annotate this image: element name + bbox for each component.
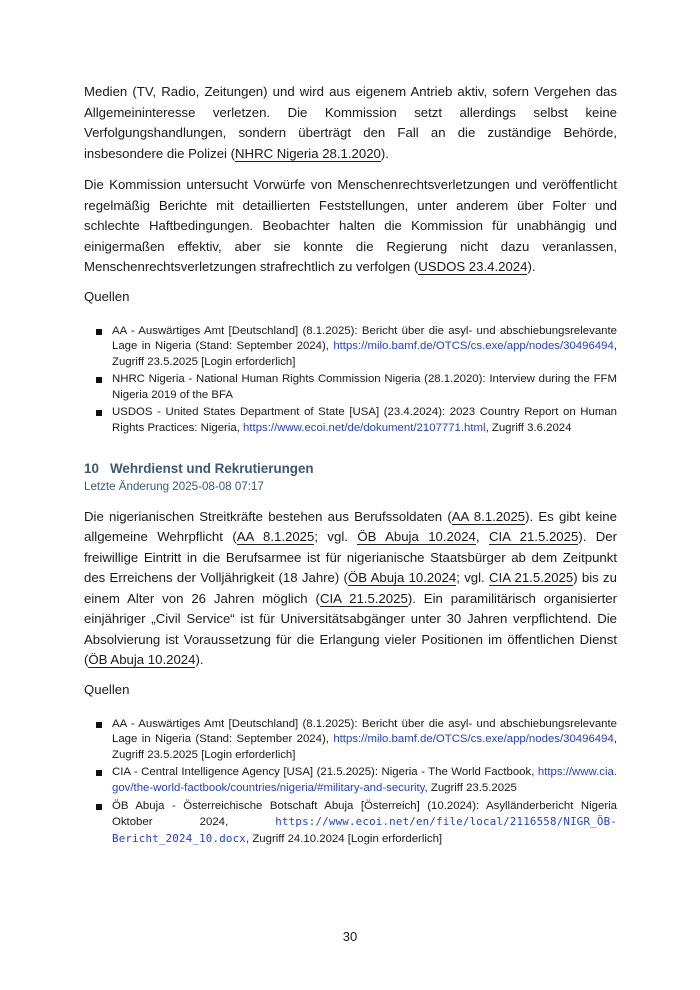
section-title: Wehrdienst und Rekrutierungen <box>110 460 314 476</box>
citation-link[interactable]: CIA 21.5.2025 <box>319 590 408 606</box>
sources-list <box>84 717 617 848</box>
bullet-square-icon <box>96 410 102 416</box>
citation-link[interactable]: USDOS 23.4.2024 <box>418 259 528 274</box>
citation-link[interactable]: ÖB Abuja 10.2024 <box>88 652 196 668</box>
citation-link[interactable]: AA 8.1.2025 <box>236 529 315 545</box>
source-item: AA - Auswärtiges Amt [Deutschland] (8.1.2025): Bericht über die asyl- und abschiebungsrelevante Lage in Nigeria (Stand: September 2024), https://milo.bamf.de/OTCS/cs.exe/app/nodes/30496494, Zugriff 23.5.2025 [Login erforderlich] <box>84 324 617 371</box>
source-url-link[interactable]: https://www.ecoi.net/de/dokument/2107771.html <box>243 422 486 435</box>
page-number: 30 <box>342 929 358 944</box>
bullet-square-icon <box>96 722 102 728</box>
source-url-link[interactable]: https://www.cia.gov/the-world-factbook/countries/nigeria/#military-and-security <box>112 766 617 795</box>
document-page <box>84 82 617 871</box>
citation-link[interactable]: ÖB Abuja 10.2024 <box>347 570 457 586</box>
bullet-square-icon <box>96 377 102 383</box>
source-url-link[interactable]: https://milo.bamf.de/OTCS/cs.exe/app/nodes/30496494 <box>333 733 614 746</box>
bullet-square-icon <box>96 329 102 335</box>
sources-heading: Quellen <box>84 288 130 304</box>
source-item: ÖB Abuja - Österreichische Botschaft Abuja [Österreich] (10.2024): Asylländerbericht Nigeria Oktober 2024, https://www.ecoi.net/en/file/local/2116558/NIGR_ÖB-Bericht_2024_10.docx, Zugriff 24.10.2024 [Login erforderlich] <box>84 799 617 848</box>
source-item: USDOS - United States Department of State [USA] (23.4.2024): 2023 Country Report on Human Rights Practices: Nigeria, https://www.ecoi.net/de/dokument/2107771.html, Zugriff 3.6.2024 <box>84 405 617 436</box>
paragraph-nhrc-procedure: Medien (TV, Radio, Zeitungen) und wird aus eigenem Antrieb aktiv, sofern Vergehen das Allgemeininteresse verletzen. Die Kommission setzt allerdings selbst keine Verfolgungshandlungen, sondern überträgt den Fall an die zuständige Behörde, insbesondere die Polizei (NHRC Nigeria 28.1.2020). <box>84 84 617 161</box>
citation-link[interactable]: CIA 21.5.2025 <box>489 570 574 586</box>
citation-link[interactable]: NHRC Nigeria 28.1.2020 <box>235 145 381 161</box>
citation-link[interactable]: AA 8.1.2025 <box>451 508 526 524</box>
sources-heading: Quellen <box>84 681 130 697</box>
paragraph-military-service: Die nigerianischen Streitkräfte bestehen aus Berufssoldaten (AA 8.1.2025). Es gibt keine allgemeine Wehrpflicht (AA 8.1.2025; vgl. ÖB Abuja 10.2024, CIA 21.5.2025). Der freiwillige Eintritt in die Berufsarmee ist für nigerianische Staatsbürger ab dem Zeitpunkt des Erreichens der Volljährigkeit (18 Jahre) (ÖB Abuja 10.2024; vgl. CIA 21.5.2025) bis zu einem Alter von 26 Jahren möglich (CIA 21.5.2025). Ein paramilitärisch organisierter einjähriger „Civil Service“ ist für Universitätsabgänger unter 30 Jahren verpflichtend. Die Absolvierung ist Voraussetzung für die Erlangung vieler Positionen im öffentlichen Dienst (ÖB Abuja 10.2024). <box>84 508 618 668</box>
sources-list <box>84 324 617 437</box>
bullet-square-icon <box>96 770 102 776</box>
section-number: 10 <box>84 460 99 476</box>
source-url-link[interactable]: https://milo.bamf.de/OTCS/cs.exe/app/nodes/30496494 <box>333 340 614 353</box>
source-item: AA - Auswärtiges Amt [Deutschland] (8.1.2025): Bericht über die asyl- und abschiebungsrelevante Lage in Nigeria (Stand: September 2024), https://milo.bamf.de/OTCS/cs.exe/app/nodes/30496494, Zugriff 23.5.2025 [Login erforderlich] <box>84 717 617 764</box>
bullet-square-icon <box>96 804 102 810</box>
citation-link[interactable]: CIA 21.5.2025 <box>488 529 579 545</box>
source-item: CIA - Central Intelligence Agency [USA] (21.5.2025): Nigeria - The World Factbook, https://www.cia.gov/the-world-factbook/countries/nigeria/#military-and-security, Zugriff 23.5.2025 <box>84 765 617 796</box>
source-url-link[interactable]: https://www.ecoi.net/en/file/local/2116558/NIGR_ÖB-Bericht_2024_10.docx <box>112 815 617 845</box>
paragraph-nhrc-reports: Die Kommission untersucht Vorwürfe von Menschenrechtsverletzungen und veröffentlicht regelmäßig Berichte mit detaillierten Feststellungen, unter anderem über Folter und schlechte Haftbedingungen. Beobachter halten die Kommission für unabhängig und einigermaßen effektiv, aber sie konnte die Regierung nicht dazu veranlassen, Menschenrechtsverletzungen strafrechtlich zu verfolgen (USDOS 23.4.2024). <box>84 177 617 274</box>
citation-link[interactable]: ÖB Abuja 10.2024 <box>357 529 476 545</box>
source-item: NHRC Nigeria - National Human Rights Commission Nigeria (28.1.2020): Interview during the FFM Nigeria 2019 of the BFA <box>84 372 617 403</box>
section-heading <box>84 461 617 476</box>
last-modified-date: Letzte Änderung 2025-08-08 07:17 <box>84 479 264 493</box>
